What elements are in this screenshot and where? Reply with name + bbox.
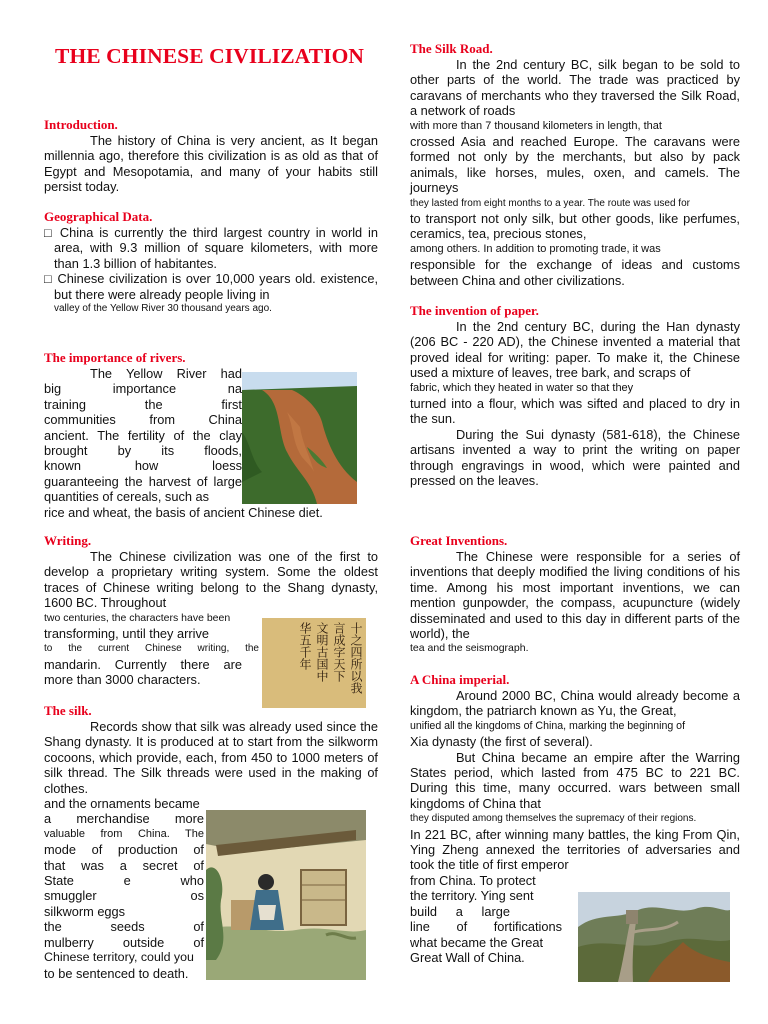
inventions-heading: Great Inventions. bbox=[410, 533, 508, 548]
inventions-text-1: The Chinese were responsible for a series of inventions that deeply modified the living conditions of his time. Among his most important inventions, we can mention gunpowder, the compass, acupuncture (widely disseminated and used to this day in different parts of the world), the bbox=[410, 549, 740, 642]
writing-text-2: mandarin. Currently there are more than 3000 characters. bbox=[44, 657, 242, 688]
rivers-wrapped-text bbox=[44, 366, 242, 505]
paper-heading: The invention of paper. bbox=[410, 303, 539, 318]
silk-line: smuggler os bbox=[44, 888, 204, 904]
great-wall-photo bbox=[578, 892, 730, 982]
silkroad-heading: The Silk Road. bbox=[410, 41, 493, 56]
rivers-line: training the first bbox=[44, 396, 242, 412]
introduction-text: The history of China is very ancient, as It began millennia ago, therefore this civilization is as old as that of Egypt and Mesopotamia, and many of your habits still persist today. bbox=[44, 133, 378, 195]
yellow-river-photo bbox=[242, 372, 357, 504]
silkroad-text-2: crossed Asia and reached Europe. The caravans were formed not only by the merchants, but also by pack animals, like horses, mules, oxen, and camels. The journeys bbox=[410, 134, 740, 196]
imperial-line: what became the Great bbox=[410, 934, 544, 950]
silk-wrapped-text bbox=[44, 796, 204, 981]
calligraphy-column: 华五千年 bbox=[298, 622, 312, 670]
rivers-line: guaranteeing the harvest of large bbox=[44, 473, 242, 489]
silk-painting-art bbox=[206, 810, 366, 980]
rivers-tail: rice and wheat, the basis of ancient Chinese diet. bbox=[44, 504, 323, 520]
silk-line: to be sentenced to death. bbox=[44, 965, 189, 981]
section-paper bbox=[410, 303, 740, 488]
section-geographical-data bbox=[44, 209, 378, 315]
yellow-river-photo-art bbox=[242, 372, 357, 504]
imperial-line: Great Wall of China. bbox=[410, 949, 525, 965]
paper-text-2: turned into a flour, which was sifted and placed to dry in the sun. bbox=[410, 396, 740, 427]
rivers-line: quantities of cereals, such as bbox=[44, 489, 210, 505]
writing-line-transform: transforming, until they arrive bbox=[44, 625, 210, 641]
imperial-line: line of fortifications bbox=[410, 919, 562, 935]
imperial-text-1: Around 2000 BC, China would already become a kingdom, the patriarch known as Yu, the Great, bbox=[410, 688, 740, 719]
silk-line: mulberry outside of bbox=[44, 934, 204, 950]
silk-line: and the ornaments became bbox=[44, 796, 200, 812]
silk-line: State e who bbox=[44, 873, 204, 889]
silk-line: Chinese territory, could you bbox=[44, 950, 194, 965]
silk-line: mode of production of bbox=[44, 842, 204, 858]
silkroad-text-3: to transport not only silk, but other goods, like perfumes, ceramics, tea, precious stones, bbox=[410, 211, 740, 242]
calligraphy-column: 文明古国中 bbox=[315, 622, 329, 682]
imperial-small-1: unified all the kingdoms of China, marking the beginning of bbox=[410, 719, 686, 732]
rivers-line: The Yellow River had bbox=[90, 366, 242, 381]
silk-heading: The silk. bbox=[44, 703, 92, 718]
geographical-bullet-1: □ China is currently the third largest country in world in area, with 9.3 million of square kilometers, with more than 1.3 billion of habitantes. bbox=[44, 225, 378, 271]
silkroad-small-3: among others. In addition to promoting trade, it was bbox=[410, 242, 661, 255]
imperial-wrapped-text bbox=[410, 873, 562, 965]
imperial-line: from China. To protect bbox=[410, 872, 536, 888]
section-introduction bbox=[44, 117, 378, 195]
silk-production-painting bbox=[206, 810, 366, 980]
imperial-small-2: they disputed among themselves the supremacy of their regions. bbox=[410, 813, 697, 825]
section-great-inventions bbox=[410, 533, 740, 657]
section-silk-road bbox=[410, 41, 740, 288]
geographical-heading: Geographical Data. bbox=[44, 209, 153, 224]
paper-small-1: fabric, which they heated in water so that they bbox=[410, 381, 634, 394]
writing-heading: Writing. bbox=[44, 533, 92, 548]
imperial-text-3: But China became an empire after the Warring States period, which lasted from 475 BC to 221 BC. During this time, many occurred. wars between small kingdoms of China that bbox=[410, 749, 740, 811]
writing-small-1: two centuries, the characters have been bbox=[44, 611, 231, 624]
silkroad-small-1: with more than 7 thousand kilometers in length, that bbox=[410, 119, 662, 132]
silk-line: that was a secret of bbox=[44, 857, 204, 873]
silk-line: silkworm eggs bbox=[44, 903, 126, 919]
rivers-line: big importance na bbox=[44, 381, 242, 397]
imperial-heading: A China imperial. bbox=[410, 672, 510, 687]
rivers-line: ancient. The fertility of the clay bbox=[44, 427, 242, 443]
silkroad-small-2: they lasted from eight months to a year. The route was used for bbox=[410, 197, 690, 209]
writing-small-2: to the current Chinese writing, the bbox=[44, 643, 259, 655]
introduction-heading: Introduction. bbox=[44, 117, 118, 132]
calligraphy-image bbox=[262, 618, 366, 708]
rivers-line: brought by its floods, bbox=[44, 443, 242, 459]
great-wall-photo-art bbox=[578, 892, 730, 982]
inventions-small-1: tea and the seismograph. bbox=[410, 642, 529, 655]
imperial-text-4: In 221 BC, after winning many battles, the king From Qin, Ying Zheng annexed the territories of adversaries and took the title of first emperor bbox=[410, 826, 740, 873]
paper-text-3: During the Sui dynasty (581-618), the Chinese artisans invented a way to print the writing on paper through engravings in wood, which were painted and pressed on the leaves. bbox=[410, 426, 740, 489]
silk-line: valuable from China. The bbox=[44, 827, 204, 840]
writing-text-1: The Chinese civilization was one of the first to develop a proprietary writing system. Some the oldest traces of Chinese writing belong to the Shang dynasty, 1600 BC. Throughout bbox=[44, 549, 378, 611]
calligraphy-column: 十之四所以我 bbox=[349, 622, 363, 694]
silk-line: a merchandise more bbox=[44, 811, 204, 827]
rivers-heading: The importance of rivers. bbox=[44, 350, 186, 365]
rivers-line: communities from China bbox=[44, 412, 242, 428]
silkroad-text-4: responsible for the exchange of ideas and customs between China and other civilizations. bbox=[410, 257, 740, 288]
geographical-bullet-2: □ Chinese civilization is over 10,000 years old. existence, but there were already people living in bbox=[44, 271, 378, 302]
silk-text-1: Records show that silk was already used since the Shang dynasty. It is produced at to start from the silkworm cocoons, which provide, each, from 450 to 1000 meters of silk thread. The Silk threads were used in the making of clothes. bbox=[44, 719, 378, 796]
calligraphy-column: 言成字天下 bbox=[332, 622, 346, 682]
paper-text-1: In the 2nd century BC, during the Han dynasty (206 BC - 220 AD), the Chinese invented a material that proved ideal for writing: paper. To make it, the Chinese used a mixture of leaves, tree bark, and scraps of bbox=[410, 319, 740, 381]
geographical-bullet-2-small: valley of the Yellow River 30 thousand years ago. bbox=[54, 303, 272, 315]
imperial-line: the territory. Ying sent bbox=[410, 888, 534, 904]
imperial-text-2: Xia dynasty (the first of several). bbox=[410, 734, 593, 750]
silk-line: the seeds of bbox=[44, 919, 204, 935]
imperial-line: build a large bbox=[410, 903, 510, 919]
silkroad-text-1: In the 2nd century BC, silk began to be sold to other parts of the world. The trade was practiced by caravans of merchants who they traversed the Silk Road, a network of roads bbox=[410, 57, 740, 119]
page-title: THE CHINESE CIVILIZATION bbox=[55, 44, 365, 68]
rivers-line: known how loess bbox=[44, 458, 242, 474]
